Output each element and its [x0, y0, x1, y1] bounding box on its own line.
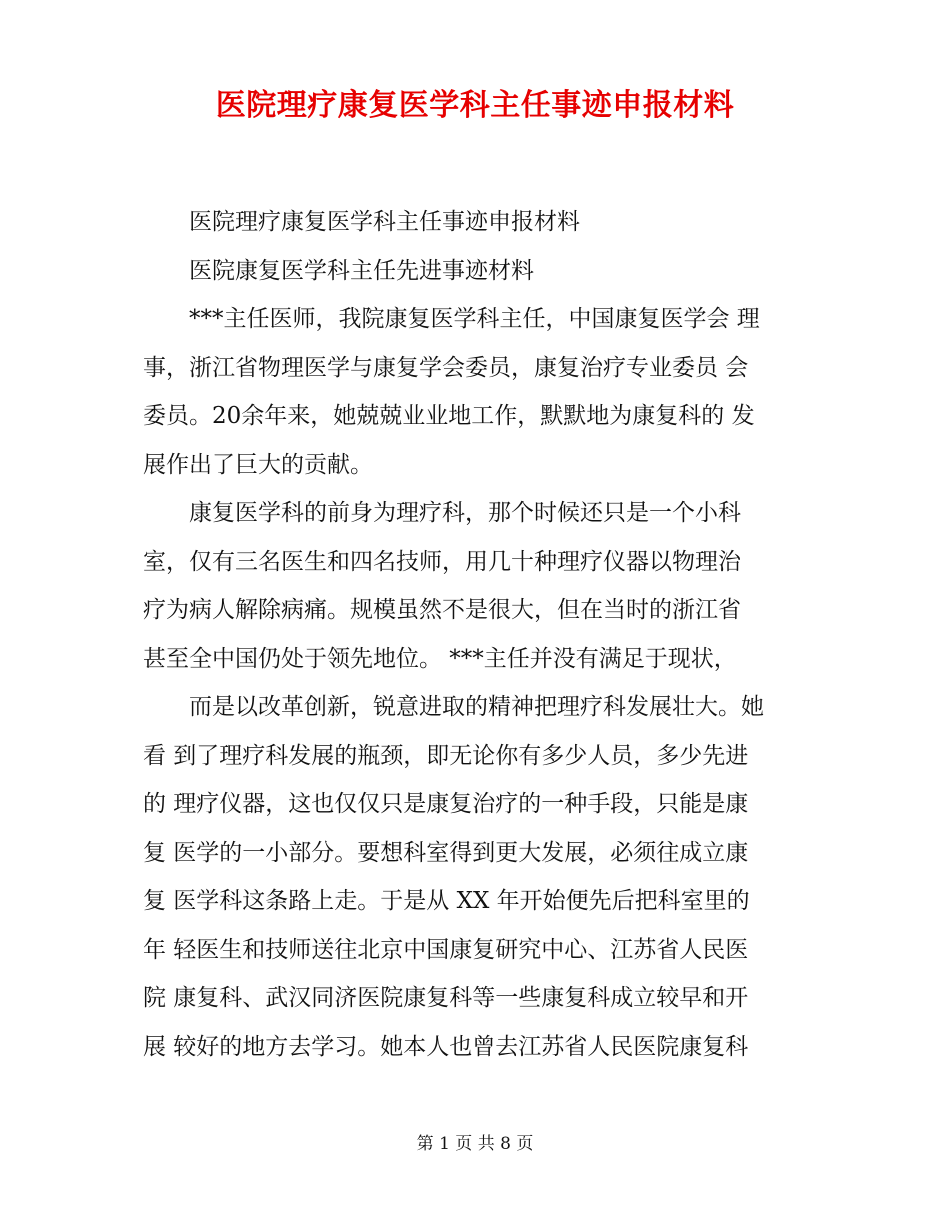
body-line: 年 轻医生和技师送往北京中国康复研究中心、江苏省人民医	[143, 936, 749, 963]
body-line: 展 较好的地方去学习。她本人也曾去江苏省人民医院康复科	[143, 1033, 749, 1060]
body-line: 而是以改革创新，锐意进取的精神把理疗科发展壮大。她	[189, 694, 764, 720]
page-footer: 第 1 页 共 8 页	[416, 1134, 534, 1154]
body-line: 复 医学的一小部分。要想科室得到更大发展，必须往成立康	[143, 839, 749, 866]
body-line: 医院康复医学科主任先进事迹材料	[189, 257, 534, 284]
body-line: 疗为病人解除病痛。规模虽然不是很大，但在当时的浙江省	[143, 597, 741, 623]
body-line: 展作出了巨大的贡献。	[143, 451, 373, 478]
body-line: 室，仅有三名医生和四名技师，用几十种理疗仪器以物理治	[143, 548, 741, 575]
body-line: 的 理疗仪器，这也仅仅只是康复治疗的一种手段，只能是康	[143, 791, 749, 817]
body-line: 委员。20余年来，她兢兢业业地工作，默默地为康复科的 发	[143, 403, 755, 429]
body-line: 复 医学科这条路上走。于是从 XX 年开始便先后把科室里的	[143, 888, 750, 914]
body-line: 院 康复科、武汉同济医院康复科等一些康复科成立较早和开	[143, 985, 749, 1011]
body-line: 医院理疗康复医学科主任事迹申报材料	[189, 209, 580, 235]
body-line: 事，浙江省物理医学与康复学会委员，康复治疗专业委员 会	[143, 354, 749, 381]
body-line: 康复医学科的前身为理疗科，那个时候还只是一个小科	[189, 500, 741, 526]
body-line: 甚至全中国仍处于领先地位。 ***主任并没有满足于现状，	[143, 645, 737, 672]
body-line: 看 到了理疗科发展的瓶颈，即无论你有多少人员，多少先进	[143, 742, 749, 769]
body-line: ***主任医师，我院康复医学科主任，中国康复医学会 理	[189, 306, 760, 332]
document-body	[143, 198, 807, 1071]
document-title: 医院理疗康复医学科主任事迹申报材料	[215, 88, 735, 123]
